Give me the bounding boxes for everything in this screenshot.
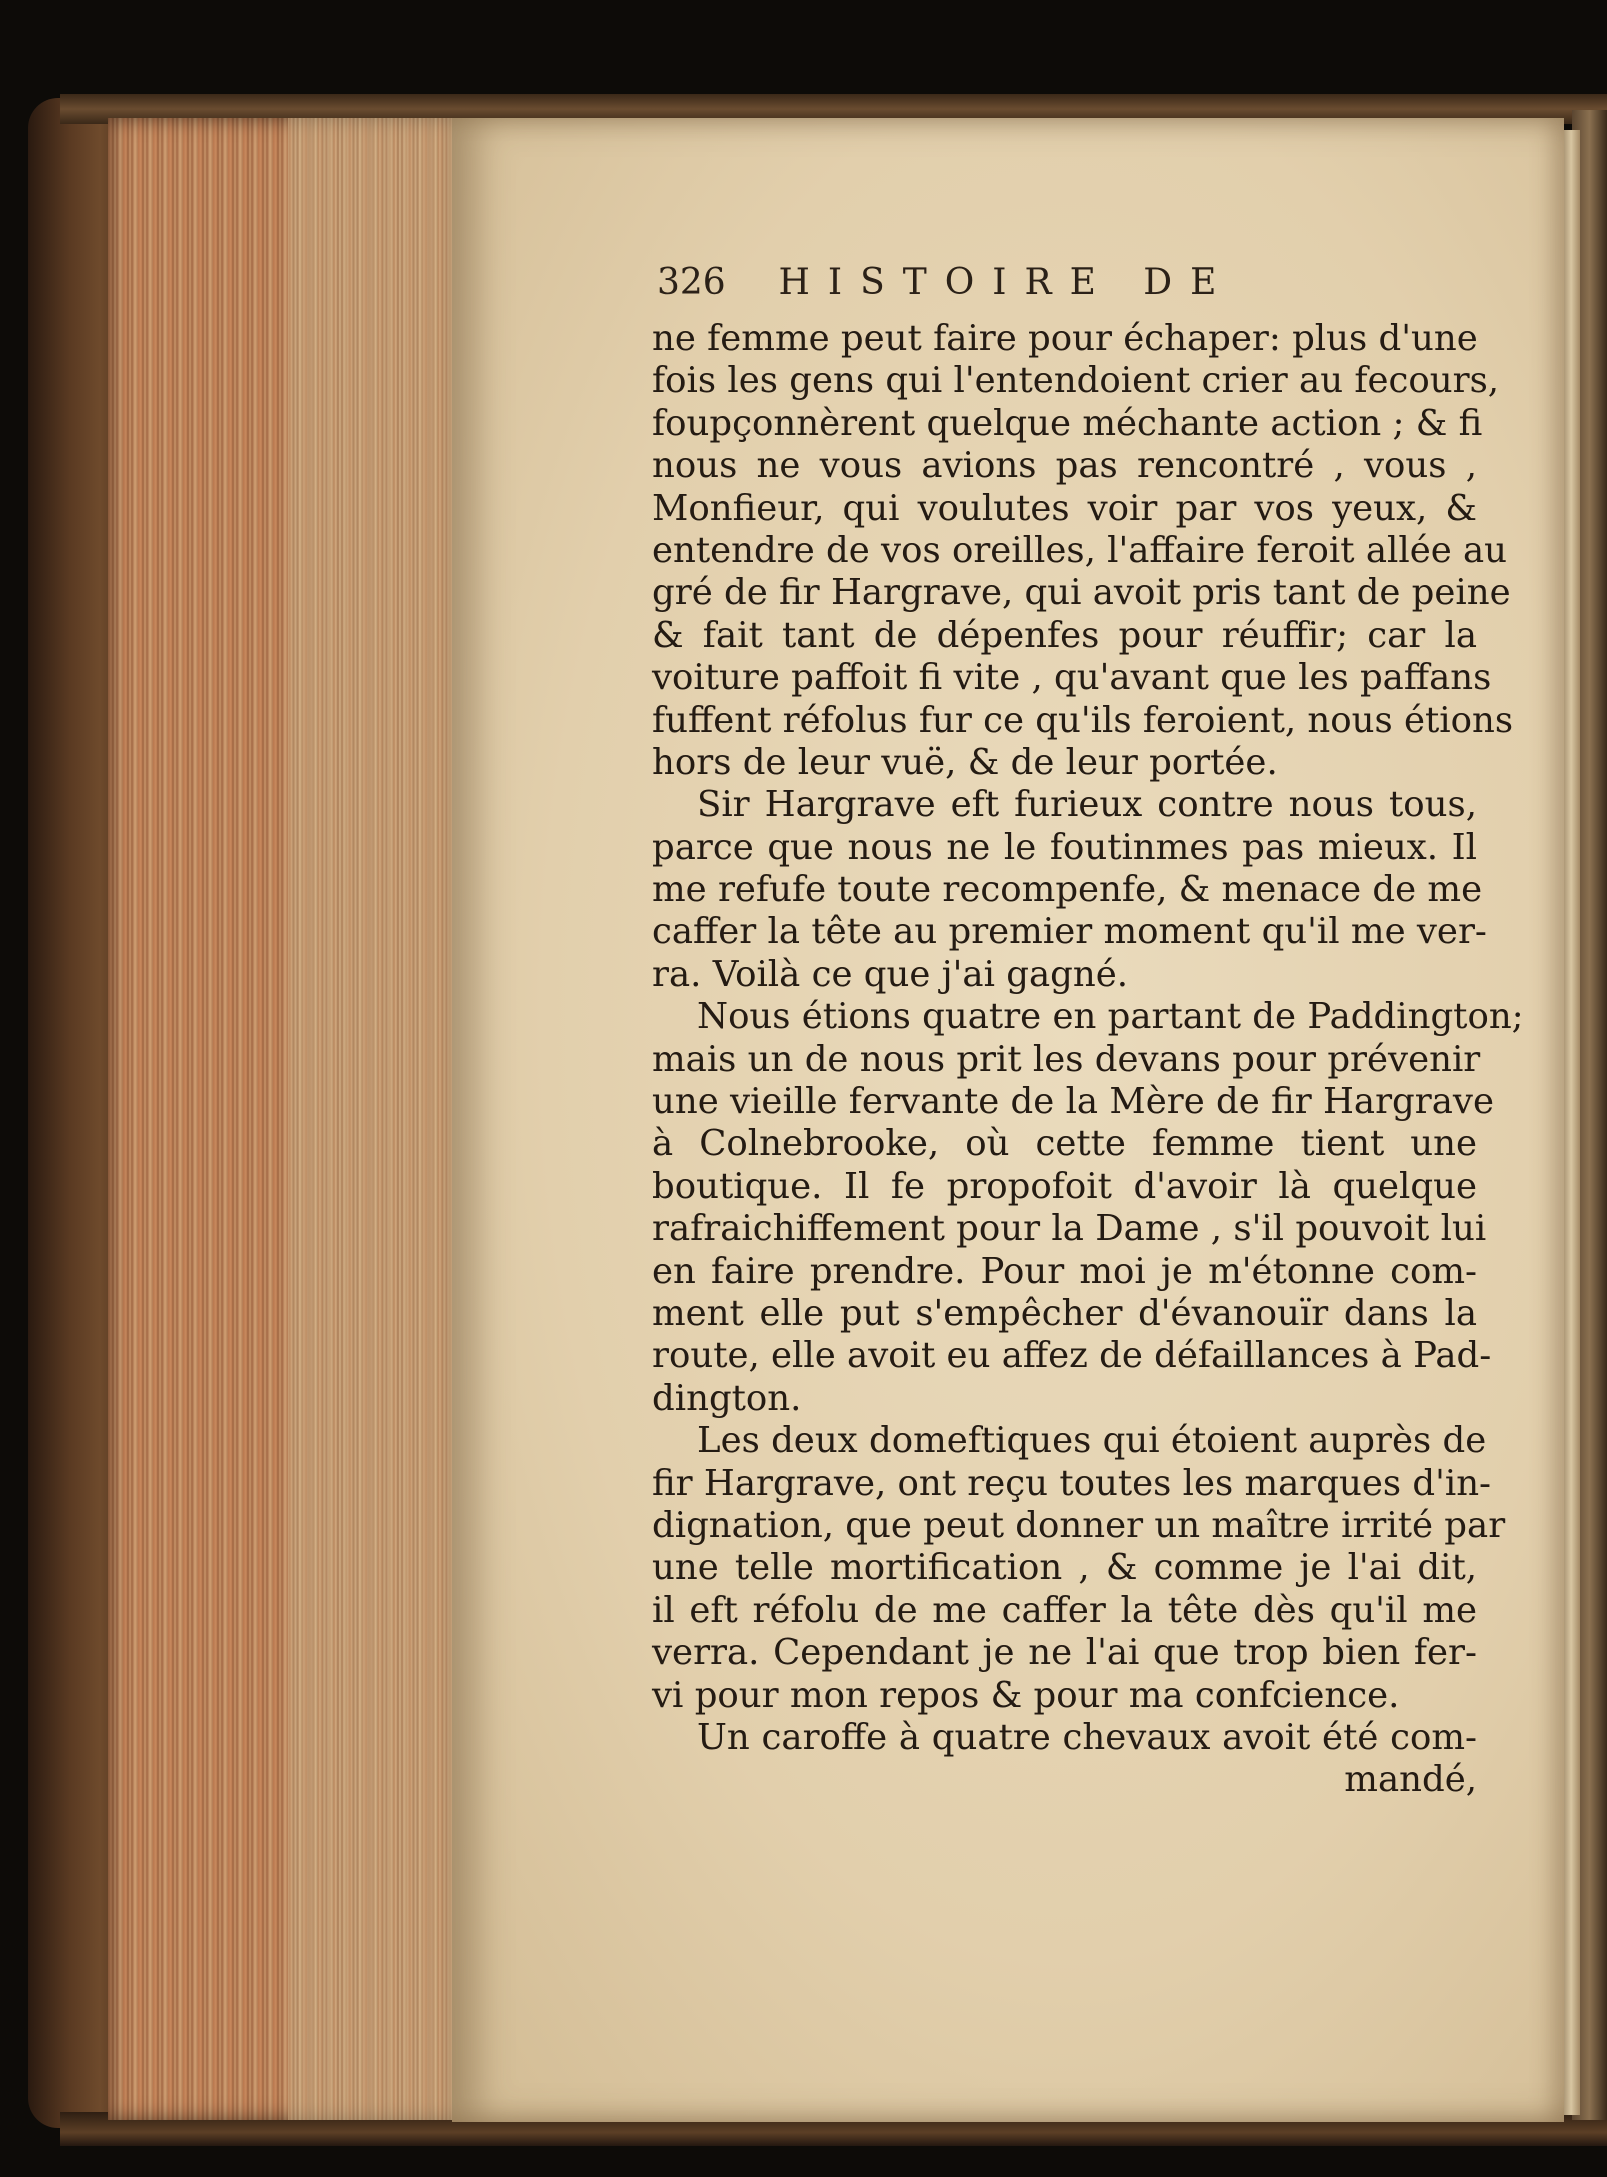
text-line: Sir Hargrave eft furieux contre nous tous,	[697, 784, 1477, 826]
text-line: ra. Voilà ce que j'ai gagné.	[652, 953, 1129, 995]
text-line: à Colnebrooke, où cette femme tient une	[652, 1123, 1477, 1165]
text-line: gré de fir Hargrave, qui avoit pris tant de peine	[652, 572, 1511, 614]
text-line: rafraichiffement pour la Dame , s'il pouvoit lui	[652, 1208, 1487, 1250]
text-line: dington.	[652, 1377, 802, 1419]
text-line: caffer la tête au premier moment qu'il me ver-	[652, 911, 1487, 953]
running-head	[657, 258, 1317, 308]
text-line: voiture paffoit fi vite , qu'avant que les paffans	[652, 657, 1492, 699]
text-line: ment elle put s'empêcher d'évanouïr dans la	[652, 1292, 1477, 1334]
text-line: une vieille fervante de la Mère de fir Hargrave	[652, 1081, 1494, 1123]
text-line: Les deux domeftiques qui étoient auprès de	[697, 1420, 1487, 1462]
text-line: hors de leur vuë, & de leur portée.	[652, 741, 1278, 783]
text-line: fuffent réfolus fur ce qu'ils feroient, nous étions	[652, 699, 1514, 741]
text-line: dignation, que peut donner un maître irrité par	[652, 1504, 1506, 1546]
body-text	[652, 318, 1524, 1818]
running-head-title: HISTOIRE DE	[778, 262, 1235, 303]
text-line: ne femme peut faire pour échaper: plus d'une	[652, 318, 1478, 359]
text-line: me refufe toute recompenfe, & menace de me	[652, 869, 1483, 911]
text-line: mais un de nous prit les devans pour prévenir	[652, 1038, 1481, 1080]
text-line: entendre de vos oreilles, l'affaire feroit allée au	[652, 529, 1508, 571]
text-line: il eft réfolu de me caffer la tête dès qu'il me	[652, 1589, 1477, 1631]
text-line: une telle mortification , & comme je l'ai dit,	[652, 1547, 1477, 1589]
text-line: parce que nous ne le foutinmes pas mieux. Il	[652, 826, 1477, 868]
text-line: fir Hargrave, ont reçu toutes les marques d'in-	[652, 1462, 1492, 1504]
page-number: 326	[657, 262, 726, 303]
text-line: Monfieur, qui voulutes voir par vos yeux, &	[652, 487, 1477, 529]
text-line: nous ne vous avions pas rencontré , vous ,	[652, 445, 1477, 487]
text-line: verra. Cependant je ne l'ai que trop bien fer-	[652, 1632, 1477, 1674]
text-line: & fait tant de dépenfes pour réuffir; car la	[652, 614, 1477, 656]
text-line: en faire prendre. Pour moi je m'étonne com-	[652, 1250, 1477, 1292]
text-line: foupçonnèrent quelque méchante action ; & fi	[652, 402, 1483, 444]
text-line: route, elle avoit eu affez de défaillances à Pad-	[652, 1335, 1492, 1377]
text-line: Un caroffe à quatre chevaux avoit été com-	[697, 1716, 1477, 1758]
text-line: fois les gens qui l'entendoient crier au fecours,	[652, 360, 1500, 402]
text-line: vi pour mon repos & pour ma confcience.	[652, 1674, 1400, 1716]
catchword: mandé,	[1344, 1759, 1477, 1801]
page-edges	[108, 118, 460, 2120]
text-line: Nous étions quatre en partant de Paddington;	[697, 996, 1524, 1038]
text-line: boutique. Il fe propofoit d'avoir là quelque	[652, 1165, 1477, 1207]
